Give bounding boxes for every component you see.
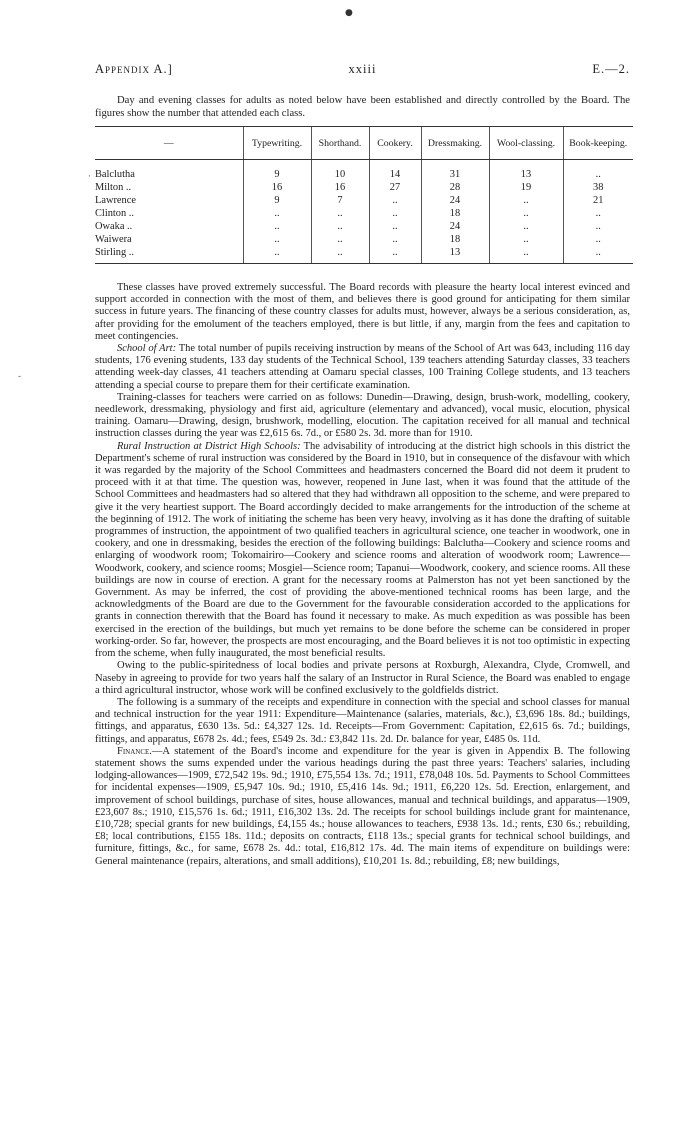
paragraph-text: The advisability of introducing at the district high schools in this district the Department's scheme of rural instruction was considered by the Board in 1910, but in consequence of the disfavour with which it was regarded by the majority of the School Committees and headmasters concerned the Board did not deem it prudent to proceed with it at that time. The question was, however, reopened in June last, when it was found that the attitude of the School Committees and headmasters had so altered that they had withdrawn all opposition to the scheme, and were prepared to give it the very heartiest support. The Board accordingly decided to make arrangements for the introduction of the scheme at the beginning of 1912. The work of initiating the scheme has been very heavy, involving as it has done the drafting of suitable programmes of instruction, the appointment of two qualified teachers in agricultural science, one teacher in woodwork, one in cookery, and one in dressmaking, besides the erection of the following buildings: Balclutha—Cookery and science rooms and enlarging of woodwork room; Tokomairiro—Cookery and science rooms and alteration of woodwork room; Lawrence—Woodwork, cookery, and science rooms; Mosgiel—Science room; Tapanui—Woodwork, cookery, and science rooms. All these buildings are now in course of erection. A grant for the necessary rooms at Palmerston has not yet been sanctioned by the Government. As may be inferred, the cost of providing the above-mentioned technical rooms has been large, and the acknowledgments of the Board are due to the Government for the favourable consideration accorded to the applications for grants in connection therewith that the Board has found it necessary to make. As much expedition as was possible has been exercised in the erection of the buildings, but much yet remains to be done before the scheme can be considered in proper working-order. So far, however, the prospects are most encouraging, and the Board believes it is not too optimistic in expecting from the scheme, when fully inaugurated, the most beneficial results. (95, 440, 630, 660)
table-cell: 19 (489, 181, 563, 194)
table-cell: .. (369, 233, 421, 246)
table-cell: .. (243, 233, 311, 246)
margin-mark: · (88, 172, 91, 182)
table-header-row (95, 127, 633, 160)
table-cell: .. (563, 220, 633, 233)
table-cell: .. (563, 246, 633, 264)
paragraph: The following is a summary of the receipts and expenditure in connection with the special and school classes for manual and technical instruction for the year 1911: Expenditure—Maintenance (salaries, materials, &c.), £3,696 18s. 8d.; buildings, fittings, and apparatus, £630 13s. 5d.: £4,327 12s. 1d. Receipts—From Government: Capitation, £2,615 6s. 7d.; buildings, fittings, and apparatus, £678 2s. 4d.; fees, £549 2s. 3d.: £3,842 11s. 2d. Dr. balance for year, £485 0s. 11d. (95, 696, 630, 745)
table-row (95, 194, 633, 207)
table-cell: .. (369, 220, 421, 233)
paragraph (95, 343, 630, 392)
table-cell: .. (369, 246, 421, 264)
row-place: Milton .. (95, 182, 132, 193)
table-cell: .. (369, 207, 421, 220)
paragraph: Owing to the public-spiritedness of local bodies and private persons at Roxburgh, Alexandra, Clyde, Cromwell, and Naseby in agreeing to provide for two years half the salary of an Instructor in Rural Science, the Board was enabled to engage a third agricultural instructor, whose work will be confined exclusively to the goldfields district. (95, 660, 630, 696)
table-cell: .. (563, 168, 633, 181)
table-row (95, 207, 633, 220)
table-cell: .. (489, 233, 563, 246)
header-page-number: xxiii (348, 62, 377, 76)
header-appendix: Appendix A.] (95, 62, 173, 76)
table-cell: .. (243, 246, 311, 264)
row-place: Lawrence (95, 195, 136, 206)
table-row (95, 181, 633, 194)
page-header (95, 62, 630, 80)
table-cell: 31 (421, 168, 489, 181)
page-mark: ● (345, 8, 353, 18)
row-place: Owaka .. (95, 221, 133, 232)
table-body (95, 160, 633, 264)
table-row (95, 233, 633, 246)
paragraph-heading: Rural Instruction at District High Schools: (117, 440, 301, 452)
table-row (95, 246, 633, 264)
table-header: Wool-classing. (489, 127, 563, 160)
table-cell: .. (563, 233, 633, 246)
table-cell: 14 (369, 168, 421, 181)
table-cell: 18 (421, 233, 489, 246)
table-cell: .. (489, 220, 563, 233)
table-cell: 16 (311, 181, 369, 194)
table-header-place: — (95, 127, 243, 160)
table-cell: .. (489, 246, 563, 264)
table-cell: 10 (311, 168, 369, 181)
table-cell: 9 (243, 194, 311, 207)
row-place: Balclutha (95, 169, 135, 180)
table-cell: .. (489, 207, 563, 220)
table-cell: .. (243, 220, 311, 233)
table-cell: .. (311, 220, 369, 233)
table-cell: .. (489, 194, 563, 207)
table-row (95, 220, 633, 233)
table-cell: 13 (489, 168, 563, 181)
table-cell: .. (311, 207, 369, 220)
table-header: Cookery. (369, 127, 421, 160)
table-row (95, 168, 633, 181)
classes-table (95, 126, 633, 264)
table-cell: 7 (311, 194, 369, 207)
table-header: Dressmaking. (421, 127, 489, 160)
table-cell: 9 (243, 168, 311, 181)
table-cell: 18 (421, 207, 489, 220)
table-header: Typewriting. (243, 127, 311, 160)
table-cell: 24 (421, 220, 489, 233)
table-cell: .. (311, 246, 369, 264)
table-header: Book-keeping. (563, 127, 633, 160)
row-place: Waiwera (95, 234, 132, 245)
row-place: Clinton .. (95, 208, 134, 219)
table-cell: 28 (421, 181, 489, 194)
intro-paragraph: Day and evening classes for adults as noted below have been established and directly controlled by the Board. The figures show the number that attended each class. (95, 95, 630, 119)
table-cell: 27 (369, 181, 421, 194)
table-cell: 16 (243, 181, 311, 194)
row-place: Stirling .. (95, 246, 243, 264)
table-cell: .. (311, 233, 369, 246)
paragraph-text: —A statement of the Board's income and expenditure for the year is given in Appendix B. The following statement shows the sums expended under the various headings during the past three years: Teachers' salaries, including lodging-allowances—1909, £72,542 19s. 9d.; 1910, £75,554 13s. 7d.; 1911, £78,048 10s. 5d. Payments to School Committees for incidental expenses—1909, £5,947 10s. 9d.; 1910, £5,416 14s. 9d.; 1911, £6,220 12s. 5d. Erection, enlargement, and improvement of school buildings, purchase of sites, house allowances, manual and technical buildings, and apparatus—1909, £23,607 8s.; 1910, £15,576 1s. 6d.; 1911, £16,302 13s. 2d. The receipts for school buildings include grant for maintenance, £10,728; special grants for new buildings, £4,155 4s.; house allowances to teachers, £938 13s. 1d.; rents, £30 6s.; rebuilding, £8; local contributions, £155 18s. 11d.; deposits on contracts, £118 13s.; special grants for technical school buildings, and furniture, fittings, &c., for same, £678 2s. 4d.: total, £16,812 17s. 4d. The main items of expenditure on buildings were: General maintenance (repairs, alterations, and small additions), £10,201 1s. 8d.; rebuilding, £8; new buildings, (95, 745, 630, 867)
paragraph: These classes have proved extremely successful. The Board records with pleasure the hearty local interest evinced and support accorded in connection with the most of them, and believes there is good ground for anticipating for them similar success in future years. The financing of these country classes for adults must, however, always be a serious consideration, as, after providing for the emolument of the teachers employed, there is but little, if any, margin from the fees and capitation to meet contingencies. (95, 282, 630, 342)
paragraph-text: The total number of pupils receiving instruction by means of the School of Art was 643, including 116 day students, 176 evening students, 133 day students of the Technical School, 139 teachers attending Saturday classes, 33 teachers attending week-day classes, 41 teachers attending at Oamaru special classes, 100 Training College students, and 13 teachers attending a special course to prepare them for their certificate examination. (95, 343, 630, 391)
paragraph-heading: School of Art: (117, 343, 177, 355)
table-cell: .. (563, 207, 633, 220)
table-cell: 24 (421, 194, 489, 207)
table-cell: 38 (563, 181, 633, 194)
table-cell: 21 (563, 194, 633, 207)
table-header: Shorthand. (311, 127, 369, 160)
table-cell: 13 (421, 246, 489, 264)
body-text (95, 282, 630, 868)
paragraph-heading: Finance. (117, 745, 152, 757)
table-cell: .. (369, 194, 421, 207)
paragraph (95, 441, 630, 661)
paragraph: Training-classes for teachers were carried on as follows: Dunedin—Drawing, design, brush-work, modelling, cookery, needlework, dressmaking, physiology and first aid, agriculture (elementary and advanced), vocal music, elocution, physical training. Oamaru—Drawing, design, brushwork, modelling, elocution. The capitation received for all manual and technical instruction classes during the year was £2,615 6s. 7d., or £580 2s. 3d. more than for 1910. (95, 391, 630, 440)
paragraph (95, 746, 630, 868)
table-cell: .. (243, 207, 311, 220)
header-document-code: E.—2. (592, 62, 630, 76)
margin-mark: - (18, 372, 22, 382)
